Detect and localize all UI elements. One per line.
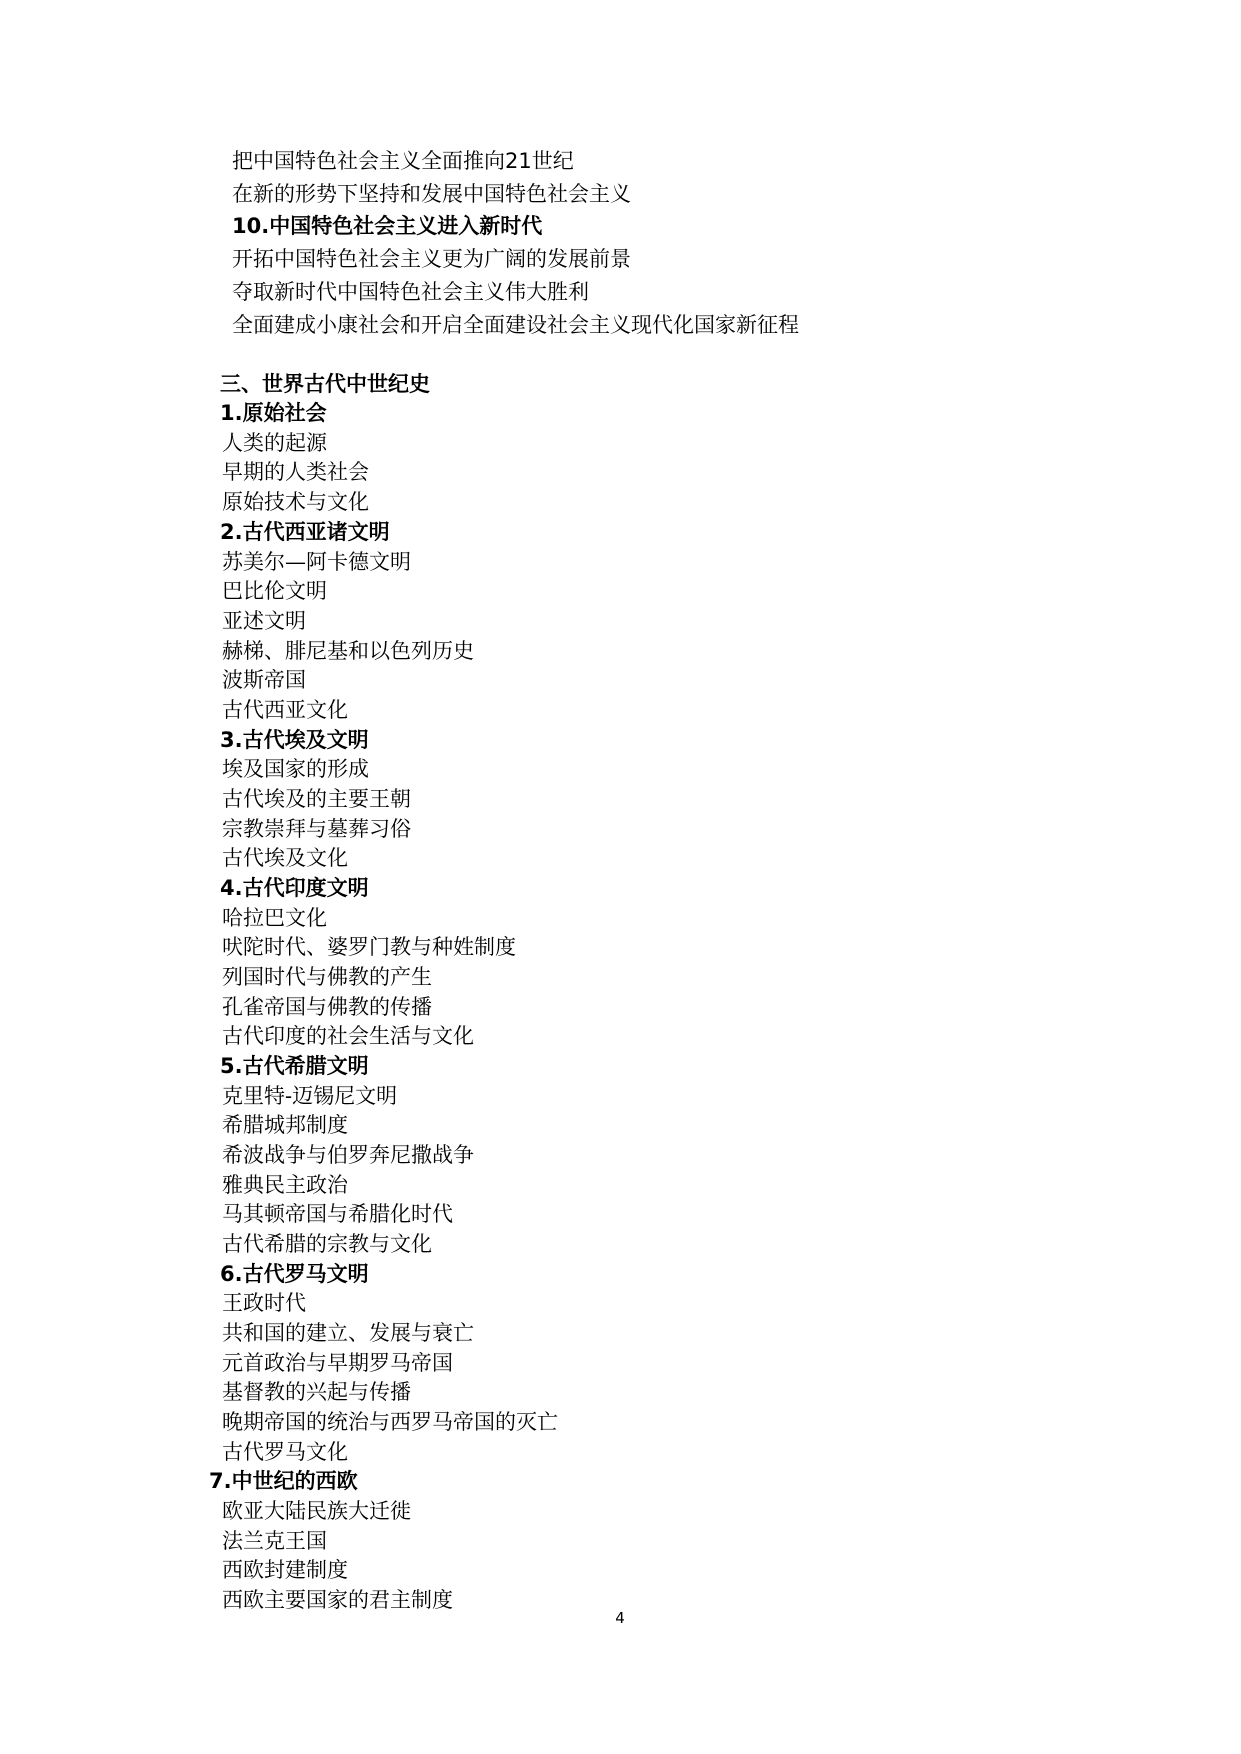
outline-item: 元首政治与早期罗马帝国 [222, 1351, 453, 1375]
outline-item: 古代罗马文化 [222, 1440, 348, 1464]
outline-item: 人类的起源 [222, 431, 327, 455]
chapter-heading: 6.古代罗马文明 [220, 1262, 369, 1286]
chapter-heading: 1.原始社会 [220, 401, 327, 425]
outline-item: 巴比伦文明 [222, 579, 327, 603]
outline-item: 西欧封建制度 [222, 1558, 348, 1582]
page-number: 4 [615, 1609, 625, 1627]
outline-item: 孔雀帝国与佛教的传播 [222, 995, 432, 1019]
outline-item: 埃及国家的形成 [222, 757, 369, 781]
outline-item: 马其顿帝国与希腊化时代 [222, 1202, 453, 1226]
outline-item: 早期的人类社会 [222, 460, 369, 484]
section-heading: 10.中国特色社会主义进入新时代 [232, 214, 543, 238]
outline-item: 原始技术与文化 [222, 490, 369, 514]
chapter-heading: 7.中世纪的西欧 [209, 1469, 358, 1493]
outline-item: 法兰克王国 [222, 1529, 327, 1553]
outline-item: 在新的形势下坚持和发展中国特色社会主义 [232, 182, 631, 206]
outline-item: 克里特-迈锡尼文明 [222, 1084, 398, 1108]
outline-item: 希波战争与伯罗奔尼撒战争 [222, 1143, 474, 1167]
outline-item: 宗教崇拜与墓葬习俗 [222, 817, 411, 841]
chapter-heading: 4.古代印度文明 [220, 876, 369, 900]
chapter-heading: 2.古代西亚诸文明 [220, 520, 390, 544]
chapter-heading: 3.古代埃及文明 [220, 728, 369, 752]
outline-item: 古代希腊的宗教与文化 [222, 1232, 432, 1256]
part-heading: 三、世界古代中世纪史 [220, 372, 430, 396]
outline-item: 古代西亚文化 [222, 698, 348, 722]
outline-item: 王政时代 [222, 1291, 306, 1315]
outline-item: 吠陀时代、婆罗门教与种姓制度 [222, 935, 516, 959]
outline-item: 古代印度的社会生活与文化 [222, 1024, 474, 1048]
outline-item: 西欧主要国家的君主制度 [222, 1588, 453, 1612]
outline-item: 亚述文明 [222, 609, 306, 633]
outline-item: 波斯帝国 [222, 668, 306, 692]
outline-item: 赫梯、腓尼基和以色列历史 [222, 639, 474, 663]
outline-item: 哈拉巴文化 [222, 906, 327, 930]
outline-item: 把中国特色社会主义全面推向21世纪 [232, 149, 574, 173]
outline-item: 基督教的兴起与传播 [222, 1380, 411, 1404]
outline-item: 欧亚大陆民族大迁徙 [222, 1499, 411, 1523]
outline-item: 苏美尔—阿卡德文明 [222, 550, 411, 574]
outline-item: 古代埃及的主要王朝 [222, 787, 411, 811]
outline-item: 古代埃及文化 [222, 846, 348, 870]
outline-item: 开拓中国特色社会主义更为广阔的发展前景 [232, 247, 631, 271]
chapter-heading: 5.古代希腊文明 [220, 1054, 369, 1078]
outline-item: 夺取新时代中国特色社会主义伟大胜利 [232, 280, 589, 304]
outline-item: 雅典民主政治 [222, 1173, 348, 1197]
outline-item: 共和国的建立、发展与衰亡 [222, 1321, 474, 1345]
outline-item: 希腊城邦制度 [222, 1113, 348, 1137]
outline-item: 列国时代与佛教的产生 [222, 965, 432, 989]
outline-item: 晚期帝国的统治与西罗马帝国的灭亡 [222, 1410, 558, 1434]
outline-item: 全面建成小康社会和开启全面建设社会主义现代化国家新征程 [232, 313, 799, 337]
